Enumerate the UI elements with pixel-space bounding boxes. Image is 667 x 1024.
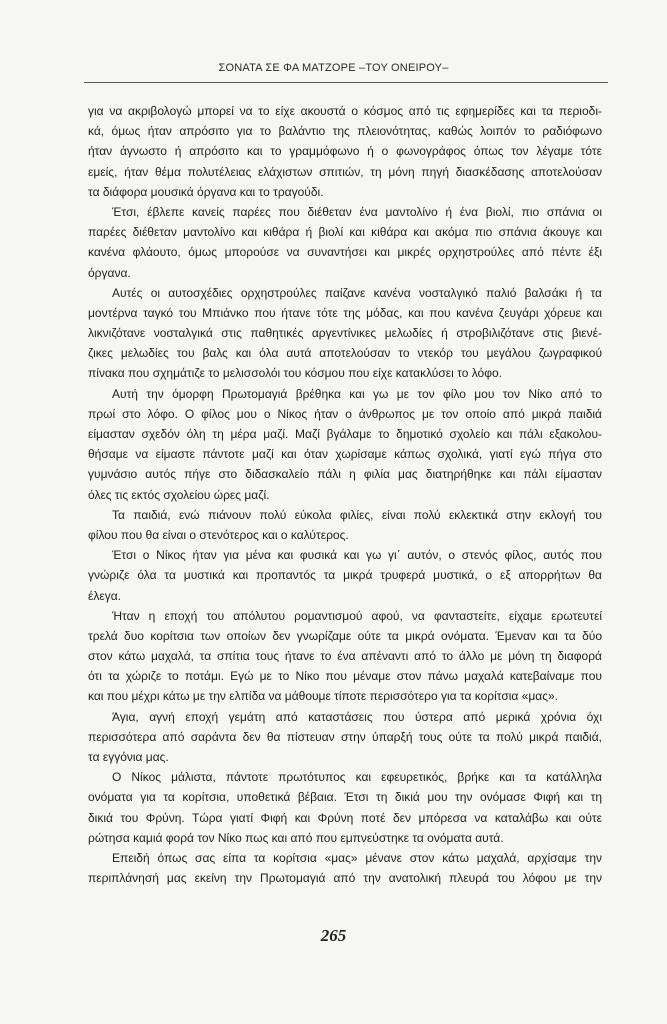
header-rule (84, 82, 608, 83)
text-line: λικνιζότανε νοσταλγικά στις παθητικές αργεντίνικες μελωδίες ή στροβιλιζότανε στις βιενέ- (88, 326, 602, 341)
paragraph (88, 848, 602, 888)
text-line: Ο Νίκος μάλιστα, πάντοτε πρωτότυπος και εφευρετικός, βρήκε και τα κατάλληλα (112, 770, 602, 785)
text-line: πίνακα που σχημάτιζε το μελισσολόι του κόσμου που είχε κατακλύσει το λόφο. (88, 366, 502, 381)
text-line: για να ακριβολογώ μπορεί να το είχε ακουστά ο κόσμος από τις εφημερίδες και τα περιοδι- (88, 104, 602, 118)
text-line: θήσαμε να είμαστε πάντοτε μαζί και όταν χωρίσαμε κάπως σχολικά, γιατί εγώ πήγα στο (88, 447, 602, 462)
text-line: κά, όμως ήταν απρόσιτο για το βαλάντιο της πλειονότητας, καθώς λοιπόν το ραδιόφωνο (88, 124, 602, 139)
text-line: περισσότερα από σαράντα δεν θα πίστευαν στην ύπαρξή τους ούτε τα πολύ μικρά παιδιά, (88, 729, 602, 744)
text-line: Αυτή την όμορφη Πρωτομαγιά βρέθηκα και γω με τον φίλο μου τον Νίκο από το (112, 386, 602, 401)
text-line: γνώριζε όλα τα μυστικά και προπαντός τα μικρά τρυφερά μυστικά, ο εξ απορρήτων θα (88, 568, 602, 583)
paragraph (88, 202, 602, 283)
paragraph (88, 101, 602, 202)
paragraph (88, 545, 602, 606)
text-line: Έτσι ο Νίκος ήταν για μένα και φυσικά και γω γι΄ αυτόν, ο στενός φίλος, αυτός που (112, 548, 602, 563)
text-line: έλεγα. (88, 588, 121, 603)
paragraph (88, 283, 602, 384)
text-line: Αυτές οι αυτοσχέδιες ορχηστρούλες παίζανε κανένα νοσταλγικό παλιό βαλσάκι ή τα (112, 285, 602, 300)
text-line: τρελά δυο κορίτσια των οποίων δεν γνωρίζαμε ούτε τα μικρά ονόματα. Έμεναν και τα δύο (88, 628, 602, 643)
text-line: μοντέρνα ταγκό του Μπιάνκο που ήτανε τότε της μόδας, και που κανένα ζευγάρι χόρευε και (88, 305, 602, 320)
paragraph (88, 767, 602, 848)
running-header: ΣΟΝΑΤΑ ΣΕ ΦΑ ΜΑΤΖΟΡΕ –ΤΟΥ ΟΝΕΙΡΟΥ– (218, 62, 449, 74)
body-text (88, 101, 602, 888)
text-line: περιπλάνησή μας εκείνη την Πρωτομαγιά από την ανατολική πλευρά του λόφου με την (88, 871, 602, 886)
text-line: κανένα φλάουτο, όμως μπορούσε να συναντήσει και μικρές ορχηστρούλες από πέντε έξι (88, 245, 602, 260)
paragraph (88, 707, 602, 768)
text-line: Τα παιδιά, ενώ πιάνουν πολύ εύκολα φιλίες, είναι πολύ εκλεκτικά στην εκλογή του (112, 507, 602, 522)
text-line: ονόματα για τα κορίτσια, υποθετικά βέβαια. Έτσι τη δικιά μου την ονόμασε Φιφή και τη (88, 790, 602, 805)
paragraph (88, 606, 602, 707)
text-line: πρωί στο λόφο. Ο φίλος μου ο Νίκος ήταν ο άνθρωπος με τον οποίο από μικρά παιδιά (88, 406, 602, 421)
paragraph (88, 505, 602, 545)
paragraph (88, 384, 602, 505)
text-line: Έτσι, έβλεπε κανείς παρέες που διέθεταν ένα μαντολίνο ή ένα βιολί, πιο σπάνια οι (112, 204, 602, 219)
text-line: Επειδή όπως σας είπα τα κορίτσια «μας» μένανε στον κάτω μαχαλά, αρχίσαμε την (112, 850, 602, 865)
text-line: και που μέχρι κάτω με την ελπίδα να μάθουμε τίποτε περισσότερο για τα κορίτσια «μας». (88, 689, 558, 704)
text-line: φίλου που θα είναι ο στενότερος και ο καλύτερος. (88, 527, 349, 542)
text-line: γυμνάσιο αυτός πήγε στο διδασκαλείο πάλι η φιλία μας διατηρήθηκε και πάλι είμασταν (88, 467, 602, 482)
text-line: είμασταν σχεδόν όλη τη μέρα μαζί. Μαζί βγάλαμε το δημοτικό σχολείο και πάλι εξακολου- (88, 427, 602, 441)
text-line: Ήταν η εποχή του απόλυτου ρομαντισμού αφού, να φανταστείτε, είχαμε ερωτευτεί (112, 608, 602, 623)
text-line: ήταν άγνωστο ή απρόσιτο και το γραμμόφωνο ή ο φωνογράφος όπως τον λέγαμε τότε (88, 144, 602, 159)
text-line: ρώτησα καμιά φορά τον Νίκο πως και από που εμπνεύστηκε τα ονόματα αυτά. (88, 830, 504, 845)
text-line: όλες τις εκτός σχολείου ώρες μαζί. (88, 487, 270, 502)
text-line: δικιά του Φρύνη. Τώρα γιατί Φιφή και Φρύνη ποτέ δεν μπόρεσα να καταλάβω και ούτε (88, 810, 602, 825)
text-line: όργανα. (88, 265, 131, 280)
text-line: Άγια, αγνή εποχή γεμάτη από καταστάσεις που ύστερα από μερικά χρόνια όχι (112, 709, 602, 724)
text-line: παρέες διέθεταν μαντολίνο και κιθάρα ή βιολί και κιθάρα και ακόμα πιο σπάνια άκουγε και (88, 225, 602, 240)
page-number: 265 (320, 926, 347, 945)
text-line: εμείς, ήταν θέμα πολυτέλειας ελάχιστων σπιτιών, τη μόνη πηγή διασκέδασης αποτελούσαν (88, 164, 602, 179)
text-line: ζικες μελωδίες του βαλς και όλα αυτά αποτελούσαν το ντεκόρ του μεγάλου ζωγραφικού (88, 346, 602, 361)
text-line: τα εγγόνια μας. (88, 750, 169, 764)
text-line: ότι τα χώριζε το ποτάμι. Εγώ με το Νίκο που μέναμε στον πάνω μαχαλά κατεβαίναμε που (88, 669, 602, 684)
text-line: τα διάφορα μουσικά όργανα και το τραγούδι. (88, 184, 324, 199)
text-line: στον κάτω μαχαλά, τα σπίτια τους ήτανε το ένα απέναντι από το άλλο με μόνη τη διαφορά (88, 649, 602, 664)
